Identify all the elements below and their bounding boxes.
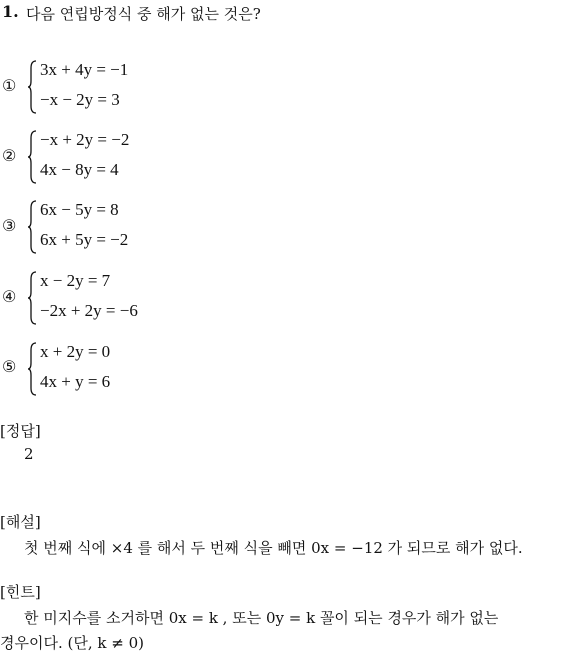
equation-3-bottom: 6x + 5y = −2 <box>40 230 129 249</box>
left-brace-icon <box>28 271 37 325</box>
question-text: 다음 연립방정식 중 해가 없는 것은? <box>26 5 261 23</box>
left-brace-icon <box>28 60 37 114</box>
equation-1-top: 3x + 4y = −1 <box>40 60 129 79</box>
choice-label-5: ⑤ <box>2 357 17 376</box>
equation-system-4 <box>28 271 228 327</box>
equation-system-2 <box>28 130 228 186</box>
answer-value: 2 <box>24 445 34 463</box>
choice-label-3: ③ <box>2 216 17 235</box>
equation-3-top: 6x − 5y = 8 <box>40 200 119 219</box>
hint-text-line-2: 경우이다. (단, k ≠ 0) <box>0 634 144 652</box>
choice-label-2: ② <box>2 146 17 165</box>
equation-system-5 <box>28 342 228 398</box>
left-brace-icon <box>28 200 37 254</box>
question-number: 1. <box>2 2 19 21</box>
explanation-text: 첫 번째 식에 ×4 를 해서 두 번째 식을 빼면 0x = −12 가 되므로 해가 없다. <box>24 539 523 557</box>
equation-4-top: x − 2y = 7 <box>40 271 111 290</box>
equation-system-1 <box>28 60 228 116</box>
choice-label-4: ④ <box>2 287 17 306</box>
hint-heading: [힌트] <box>0 583 41 601</box>
equation-5-bottom: 4x + y = 6 <box>40 372 111 391</box>
left-brace-icon <box>28 342 37 396</box>
equation-5-top: x + 2y = 0 <box>40 342 111 361</box>
hint-text-line-1: 한 미지수를 소거하면 0x = k , 또는 0y = k 꼴이 되는 경우가 해가 없는 <box>24 609 499 627</box>
equation-4-bottom: −2x + 2y = −6 <box>40 301 138 320</box>
equation-1-bottom: −x − 2y = 3 <box>40 90 120 109</box>
left-brace-icon <box>28 130 37 184</box>
explanation-heading: [해설] <box>0 513 41 531</box>
equation-system-3 <box>28 200 228 256</box>
answer-heading: [정답] <box>0 422 41 440</box>
equation-2-bottom: 4x − 8y = 4 <box>40 160 119 179</box>
choice-label-1: ① <box>2 76 17 95</box>
equation-2-top: −x + 2y = −2 <box>40 130 130 149</box>
